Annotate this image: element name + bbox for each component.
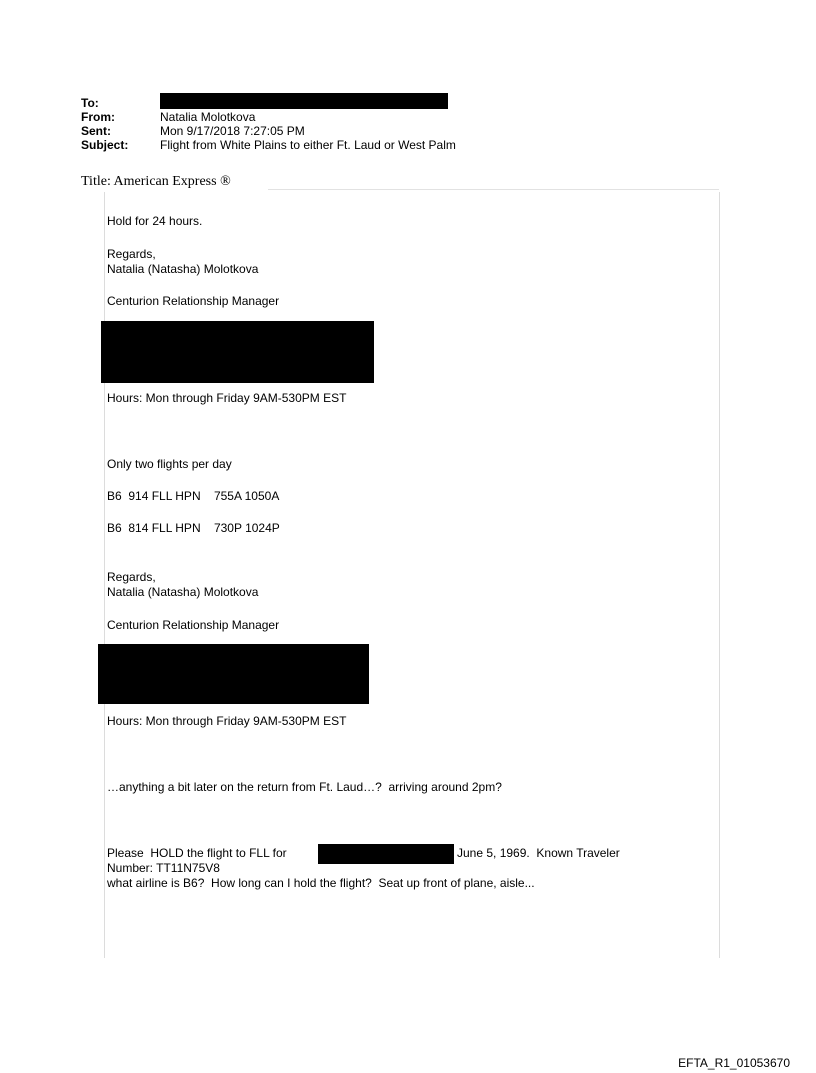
- from-label: From:: [81, 110, 115, 124]
- sent-row: [81, 124, 456, 138]
- sent-value: Mon 9/17/2018 7:27:05 PM: [160, 124, 305, 138]
- flight-line: B6 814 FLL HPN 730P 1024P: [107, 521, 280, 535]
- document-id: EFTA_R1_01053670: [678, 1056, 790, 1070]
- redaction-block: [98, 644, 369, 704]
- signature-role: Centurion Relationship Manager: [107, 294, 280, 308]
- to-row: [81, 96, 456, 110]
- signature-name: Natalia (Natasha) Molotkova: [107, 262, 259, 276]
- regards-text: Regards,: [107, 570, 156, 584]
- dob-text: June 5, 1969. Known Traveler: [457, 846, 620, 860]
- sent-label: Sent:: [81, 124, 111, 138]
- from-row: [81, 110, 456, 124]
- subject-label: Subject:: [81, 138, 129, 152]
- flights-note: Only two flights per day: [107, 457, 232, 471]
- subject-row: [81, 138, 456, 152]
- from-value: Natalia Molotkova: [160, 110, 256, 124]
- email-header: [81, 96, 456, 152]
- signature-name: Natalia (Natasha) Molotkova: [107, 585, 259, 599]
- hours-text: Hours: Mon through Friday 9AM-530PM EST: [107, 714, 347, 728]
- airline-question: what airline is B6? How long can I hold the flight? Seat up front of plane, aisle...: [107, 876, 535, 890]
- hours-text: Hours: Mon through Friday 9AM-530PM EST: [107, 391, 347, 405]
- document-title: Title: American Express ®: [81, 174, 231, 189]
- redaction-block: [160, 93, 448, 109]
- regards-text: Regards,: [107, 247, 156, 261]
- redaction-block: [101, 321, 374, 383]
- title-divider: [268, 189, 719, 190]
- to-label: To:: [81, 96, 99, 110]
- signature-role: Centurion Relationship Manager: [107, 618, 280, 632]
- hold-request: Please HOLD the flight to FLL for: [107, 846, 287, 860]
- flight-line: B6 914 FLL HPN 755A 1050A: [107, 489, 280, 503]
- return-question: …anything a bit later on the return from Ft. Laud…? arriving around 2pm?: [107, 780, 502, 794]
- redaction-block: [318, 844, 454, 864]
- subject-value: Flight from White Plains to either Ft. Laud or West Palm: [160, 138, 456, 152]
- hold-text: Hold for 24 hours.: [107, 214, 203, 228]
- traveler-number: Number: TT11N75V8: [107, 861, 220, 875]
